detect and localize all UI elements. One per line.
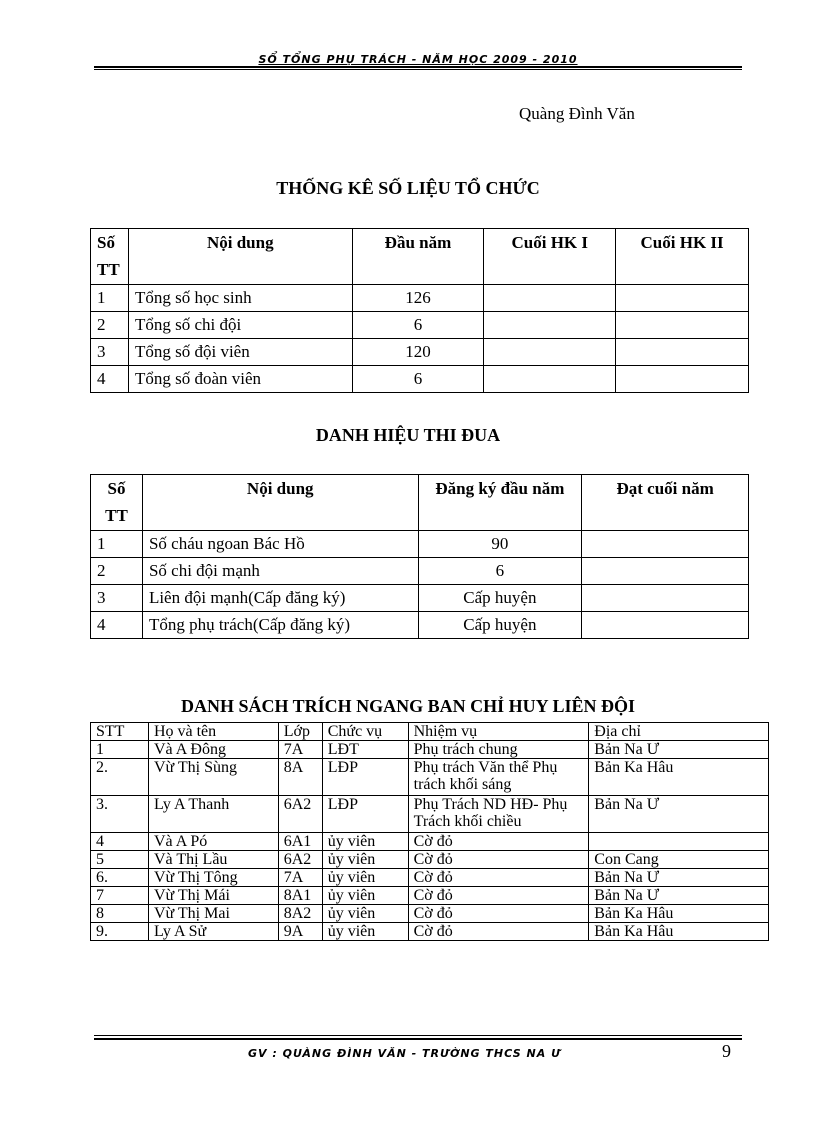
cell-content: Liên đội mạnh(Cấp đăng ký): [142, 585, 418, 612]
cell-stt: 9.: [91, 923, 149, 941]
cell-address: Bản Na Ư: [589, 796, 769, 833]
col-header-content: Nội dung: [142, 475, 418, 531]
col-header-content: Nội dung: [128, 229, 352, 285]
col-header-stt: Số TT: [91, 229, 129, 285]
cell-duty: Cờ đỏ: [408, 869, 589, 887]
col-header-end-hk1: Cuối HK I: [484, 229, 616, 285]
cell-stt: 4: [91, 366, 129, 393]
cell-stt: 3.: [91, 796, 149, 833]
cell-achieved: [582, 612, 749, 639]
cell-stt: 3: [91, 339, 129, 366]
cell-start-year: 126: [352, 285, 484, 312]
cell-content: Số cháu ngoan Bác Hồ: [142, 531, 418, 558]
cell-content: Tổng phụ trách(Cấp đăng ký): [142, 612, 418, 639]
cell-content: Tổng số đội viên: [128, 339, 352, 366]
cell-end-hk1: [484, 339, 616, 366]
cell-class: 7A: [278, 869, 322, 887]
col-header-duty: Nhiệm vụ: [408, 723, 589, 741]
col-header-registered: Đăng ký đầu năm: [418, 475, 582, 531]
col-header-name: Họ và tên: [148, 723, 278, 741]
cell-name: Ly A Thanh: [148, 796, 278, 833]
cell-registered: Cấp huyện: [418, 585, 582, 612]
page-number: 9: [722, 1041, 731, 1061]
cell-class: 9A: [278, 923, 322, 941]
col-header-position: Chức vụ: [322, 723, 408, 741]
table-row: [91, 585, 749, 612]
cell-address: Con Cang: [589, 851, 769, 869]
cell-end-hk2: [616, 312, 749, 339]
cell-achieved: [582, 558, 749, 585]
cell-stt: 2: [91, 558, 143, 585]
cell-stt: 1: [91, 285, 129, 312]
cell-position: ủy viên: [322, 923, 408, 941]
table-row: [91, 531, 749, 558]
col-header-address: Địa chỉ: [589, 723, 769, 741]
table-row: [91, 285, 749, 312]
cell-end-hk2: [616, 339, 749, 366]
cell-name: Và A Pó: [148, 833, 278, 851]
col-header-achieved: Đạt cuối năm: [582, 475, 749, 531]
cell-end-hk1: [484, 312, 616, 339]
cell-stt: 5: [91, 851, 149, 869]
table-row: [91, 923, 769, 941]
cell-start-year: 6: [352, 366, 484, 393]
table-row: [91, 558, 749, 585]
author-name: Quàng Đình Văn: [519, 104, 635, 123]
cell-end-hk2: [616, 285, 749, 312]
table3-title: DANH SÁCH TRÍCH NGANG BAN CHỈ HUY LIÊN ĐỘI: [180, 696, 636, 716]
cell-class: 8A1: [278, 887, 322, 905]
cell-class: 6A1: [278, 833, 322, 851]
cell-position: ủy viên: [322, 833, 408, 851]
organization-stats-table: [90, 228, 749, 393]
cell-address: Bản Na Ư: [589, 741, 769, 759]
cell-name: Vừ Thị Tông: [148, 869, 278, 887]
cell-address: Bản Ka Hâu: [589, 759, 769, 796]
cell-address: Bản Ka Hâu: [589, 905, 769, 923]
page-footer: GV : QUÀNG ĐÌNH VĂN - TRƯỜNG THCS NA Ư: [248, 1047, 561, 1060]
cell-duty: Phụ trách Văn thể Phụ trách khối sáng: [408, 759, 589, 796]
cell-registered: Cấp huyện: [418, 612, 582, 639]
cell-name: Vừ Thị Mái: [148, 887, 278, 905]
cell-registered: 90: [418, 531, 582, 558]
table-row: [91, 339, 749, 366]
cell-duty: Phụ trách chung: [408, 741, 589, 759]
cell-achieved: [582, 585, 749, 612]
cell-content: Tổng số đoàn viên: [128, 366, 352, 393]
command-board-list-table: [90, 722, 769, 941]
cell-end-hk1: [484, 285, 616, 312]
table1-title: THỐNG KÊ SỐ LIỆU TỔ CHỨC: [276, 178, 540, 198]
table-row: [91, 759, 769, 796]
table-row: [91, 851, 769, 869]
cell-duty: Cờ đỏ: [408, 923, 589, 941]
cell-duty: Cờ đỏ: [408, 833, 589, 851]
cell-name: Và Thị Lầu: [148, 851, 278, 869]
table-row: [91, 833, 769, 851]
table-row: [91, 869, 769, 887]
table-row: [91, 366, 749, 393]
cell-duty: Cờ đỏ: [408, 887, 589, 905]
col-header-stt: Số TT: [91, 475, 143, 531]
cell-name: Và A Đông: [148, 741, 278, 759]
table2-title: DANH HIỆU THI ĐUA: [315, 425, 501, 445]
cell-end-hk1: [484, 366, 616, 393]
col-header-start-year: Đầu năm: [352, 229, 484, 285]
cell-duty: Phụ Trách ND HĐ- Phụ Trách khối chiều: [408, 796, 589, 833]
page-header: SỔ TỔNG PHỤ TRÁCH - NĂM HỌC 2009 - 2010: [258, 53, 578, 66]
cell-registered: 6: [418, 558, 582, 585]
cell-position: ủy viên: [322, 905, 408, 923]
cell-stt: 7: [91, 887, 149, 905]
cell-position: ủy viên: [322, 869, 408, 887]
cell-position: LĐP: [322, 759, 408, 796]
cell-stt: 4: [91, 612, 143, 639]
cell-start-year: 120: [352, 339, 484, 366]
cell-stt: 4: [91, 833, 149, 851]
footer-rule: [94, 1038, 742, 1040]
header-rule: [94, 66, 742, 68]
cell-position: ủy viên: [322, 851, 408, 869]
col-header-stt: STT: [91, 723, 149, 741]
table-header-row: [91, 723, 769, 741]
cell-duty: Cờ đỏ: [408, 851, 589, 869]
col-header-end-hk2: Cuối HK II: [616, 229, 749, 285]
cell-stt: 2: [91, 312, 129, 339]
cell-class: 8A2: [278, 905, 322, 923]
cell-content: Tổng số chi đội: [128, 312, 352, 339]
cell-class: 6A2: [278, 796, 322, 833]
cell-start-year: 6: [352, 312, 484, 339]
cell-name: Vừ Thị Sùng: [148, 759, 278, 796]
cell-content: Tổng số học sinh: [128, 285, 352, 312]
header-rule-thin: [94, 69, 742, 70]
table-row: [91, 312, 749, 339]
cell-stt: 3: [91, 585, 143, 612]
col-header-class: Lớp: [278, 723, 322, 741]
cell-content: Số chi đội mạnh: [142, 558, 418, 585]
cell-stt: 6.: [91, 869, 149, 887]
table-row: [91, 796, 769, 833]
cell-name: Vừ Thị Mai: [148, 905, 278, 923]
cell-class: 8A: [278, 759, 322, 796]
cell-name: Ly A Sử: [148, 923, 278, 941]
cell-address: Bản Ka Hâu: [589, 923, 769, 941]
table-row: [91, 887, 769, 905]
table-row: [91, 612, 749, 639]
cell-address: Bản Na Ư: [589, 869, 769, 887]
cell-stt: 2.: [91, 759, 149, 796]
table-row: [91, 741, 769, 759]
cell-class: 6A2: [278, 851, 322, 869]
cell-stt: 8: [91, 905, 149, 923]
footer-rule-thin: [94, 1035, 742, 1036]
emulation-titles-table: [90, 474, 749, 639]
cell-duty: Cờ đỏ: [408, 905, 589, 923]
table-row: [91, 905, 769, 923]
cell-class: 7A: [278, 741, 322, 759]
cell-address: [589, 833, 769, 851]
cell-achieved: [582, 531, 749, 558]
cell-stt: 1: [91, 531, 143, 558]
cell-address: Bản Na Ư: [589, 887, 769, 905]
cell-stt: 1: [91, 741, 149, 759]
cell-end-hk2: [616, 366, 749, 393]
cell-position: ủy viên: [322, 887, 408, 905]
cell-position: LĐT: [322, 741, 408, 759]
cell-position: LĐP: [322, 796, 408, 833]
